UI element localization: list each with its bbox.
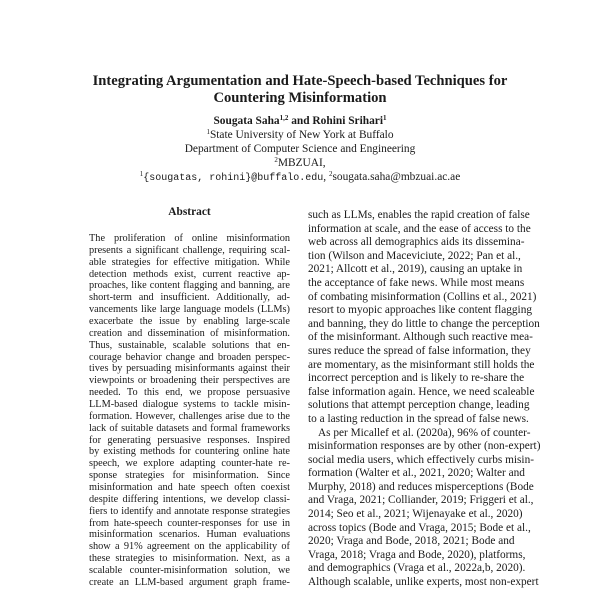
- text-line: fiers to identify and annotate response strategies: [89, 505, 290, 517]
- text-line: exacerbate the issue by enabling large-scale: [89, 316, 290, 328]
- affiliation-mark: 2: [328, 170, 333, 178]
- text-line: resort to myopic approaches like content flagging: [308, 304, 532, 317]
- affiliation-text: MBZUAI,: [277, 157, 326, 169]
- text-line: misinformation and hate speech often coexist: [89, 482, 290, 494]
- text-line: of the misinformant. Although such reactive mea-: [308, 331, 533, 344]
- text-line: social media users, which effectively curbs misin-: [308, 453, 534, 466]
- text-line: these strategies to misinformation. Next, as a: [89, 553, 290, 565]
- affiliation-text: State University of New York at Buffalo: [209, 129, 394, 141]
- text-line: sponse strategies for misinformation. Since: [89, 470, 290, 482]
- author-2: and Rohini Srihari: [288, 115, 384, 127]
- text-line: and demographics (Vraga et al., 2022a,b, 2020).: [308, 562, 526, 575]
- text-line: 2014; Seo et al., 2021; Wijenayake et al., 2020): [308, 508, 523, 521]
- email-2[interactable]: sougata.saha@mbzuai.ac.ae: [332, 171, 461, 183]
- text-line: Thus, sustainable, scalable solutions that en-: [89, 339, 290, 351]
- text-line: presents a significant challenge, requiring scal-: [89, 244, 290, 256]
- email-1[interactable]: {sougatas, rohini}@buffalo.edu: [143, 173, 324, 184]
- text-line: Murphy, 2018) and reduces misperceptions (Bode: [308, 480, 534, 493]
- text-line: needed. To this end, we propose persuasive: [89, 387, 290, 399]
- emails: [60, 170, 540, 186]
- text-line: show a 91% agreement on the applicability of: [89, 541, 290, 553]
- text-line: the acceptance of fake news. While most means: [308, 276, 525, 289]
- text-line: of combating misinformation (Collins et al., 2021): [308, 290, 537, 303]
- text-line: tives by persuading misinformants against their: [89, 363, 290, 375]
- abstract-heading: Abstract: [168, 206, 211, 218]
- affiliation-mark: 1: [139, 170, 144, 178]
- department: Department of Computer Science and Engineering: [184, 143, 416, 155]
- text-line: formation. However, challenges arise due to the: [89, 410, 290, 422]
- affiliation-1: [60, 128, 540, 142]
- text-line: by existing methods for countering online hate: [89, 446, 290, 458]
- text-line: and Vraga, 2021; Colliander, 2019; Friggeri et al.,: [308, 494, 534, 507]
- affiliation-mark: 1: [206, 128, 210, 136]
- abstract-body: [89, 233, 290, 589]
- text-line: short-term and insufficient. Additionally, ad-: [89, 292, 290, 304]
- text-line: misinformation scenarios. Human evaluations: [89, 529, 290, 541]
- separator: ,: [323, 171, 329, 183]
- text-line: able strategies for effective mitigation. While: [89, 256, 290, 268]
- text-line: LLM-based dialogue systems to tackle misin-: [89, 399, 290, 411]
- title-line: Integrating Argumentation and Hate-Speech-based Techniques for: [92, 73, 508, 89]
- text-line: detection methods exist, current reactive ap-: [89, 268, 290, 280]
- text-line: formation (Walter et al., 2021, 2020; Walter and: [308, 467, 525, 480]
- text-line: lack of suitable datasets and formal frameworks: [89, 422, 290, 434]
- text-line: The proliferation of online misinformation: [89, 233, 290, 244]
- text-line: Although scalable, unlike experts, most non-expert: [308, 576, 539, 589]
- author-names: [60, 114, 540, 128]
- author-1: Sougata Saha: [213, 115, 280, 127]
- introduction-body: [308, 209, 541, 590]
- text-line: information at scale, and the ease of access to the: [308, 222, 531, 235]
- title-line: Countering Misinformation: [213, 90, 387, 106]
- text-line: creation and dissemination of misinformation.: [89, 327, 290, 339]
- affiliation-mark: 1,2: [279, 114, 289, 122]
- text-line: web across all demographics aids its dissemina-: [308, 236, 525, 249]
- text-line: to a lasting reduction in the spread of false news.: [308, 412, 529, 425]
- text-line: false information again. Hence, we need scaleable: [308, 385, 535, 398]
- text-line: tion (Wilson and Maceviciute, 2022; Pan et al.,: [308, 249, 521, 262]
- text-line: create an LLM-based argument graph frame-: [89, 576, 290, 588]
- text-line: from hate-speech counter-responses for use in: [89, 517, 290, 529]
- text-line: Vraga, 2018; Vraga and Bode, 2020), platforms,: [308, 548, 526, 561]
- text-line: proaches, like content flagging and banning, are: [89, 280, 290, 292]
- text-line: viewpoints or broadening their perspectives are: [89, 375, 290, 387]
- author-block: [60, 114, 540, 186]
- text-line: scalable counter-misinformation solution, we: [89, 565, 290, 577]
- text-line: despite differing intentions, we develop classi-: [89, 493, 290, 505]
- affiliation-2: [60, 156, 540, 170]
- text-line: speech, we explore adapting counter-hate re-: [89, 458, 290, 470]
- text-line: for generating persuasive responses. Inspired: [89, 434, 290, 446]
- text-line: such as LLMs, enables the rapid creation of false: [308, 209, 530, 221]
- text-line: As per Micallef et al. (2020a), 96% of counter-: [318, 426, 531, 439]
- text-line: misinformation responses are by other (non-expert): [308, 440, 541, 453]
- text-line: 2021; Allcott et al., 2019), causing an uptake in: [308, 263, 523, 276]
- text-line: vancements like large language models (LLMs): [89, 304, 290, 316]
- affiliation-mark: 2: [274, 156, 278, 164]
- text-line: 2020; Vraga and Bode, 2018, 2021; Bode and: [308, 535, 515, 548]
- text-line: and banning, they do little to change the perception: [308, 317, 540, 330]
- text-line: across topics (Bode and Vraga, 2015; Bode et al.,: [308, 521, 531, 534]
- text-line: are momentary, as the misinformant still holds the: [308, 358, 535, 371]
- affiliation-mark: 1: [383, 114, 387, 122]
- text-line: solutions that attempt perception change, leading: [308, 399, 530, 412]
- text-line: incorrect perception and is likely to re-share the: [308, 372, 525, 385]
- text-line: courage behavior change and broaden perspec-: [89, 351, 290, 363]
- text-line: sures reduce the spread of false information, they: [308, 344, 531, 357]
- paper-title: [60, 73, 540, 107]
